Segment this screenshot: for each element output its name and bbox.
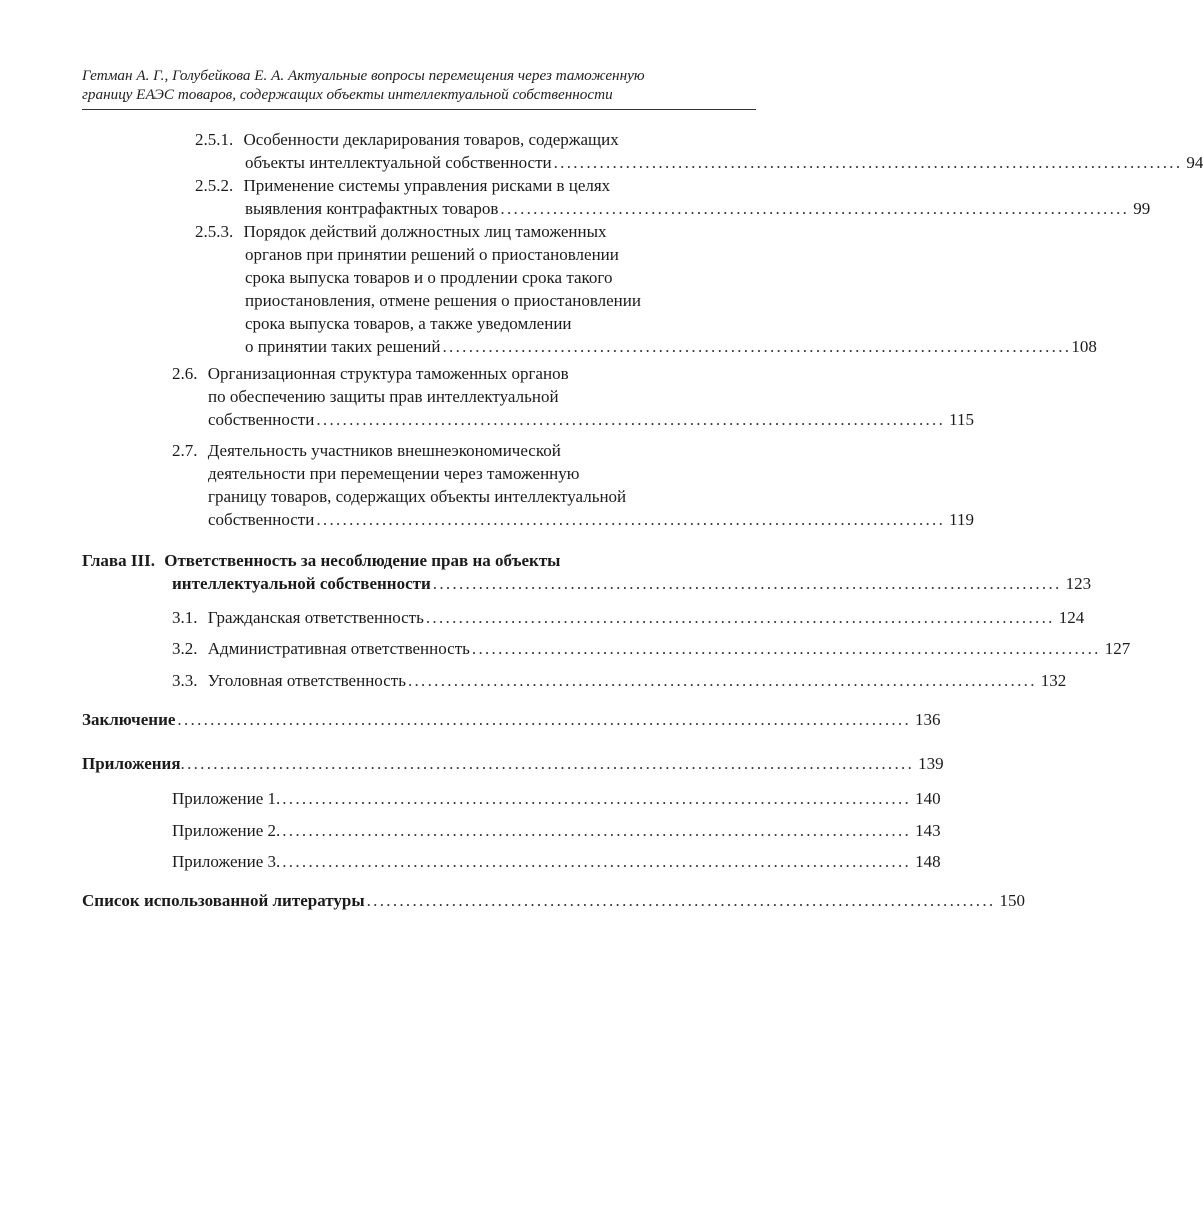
toc-entry-title-line: о принятии таких решений	[245, 337, 441, 356]
toc-entry-number: 2.7.	[172, 441, 198, 460]
running-header-line-1: Гетман А. Г., Голубейкова Е. А. Актуальные вопросы перемещения через таможенную	[82, 67, 645, 84]
toc-entry-title-line: Деятельность участников внешнеэкономической	[207, 441, 561, 460]
toc-entry-number: 3.3.	[172, 671, 198, 690]
dot-leader: ................................................................................................	[316, 510, 946, 529]
toc-entry-title-line: Применение системы управления рисками в целях	[243, 176, 611, 195]
toc-appendices[interactable]	[82, 752, 944, 775]
chapter-title-line: Ответственность за несоблюдение прав на объекты	[164, 551, 561, 570]
dot-leader: ................................................................................................	[407, 671, 1037, 690]
toc-entry-title: Приложение 1.	[172, 789, 281, 808]
chapter-title-line: интеллектуальной собственности	[172, 574, 431, 593]
toc-entry-title: Гражданская ответственность	[207, 608, 424, 627]
toc-page-number: 99	[1133, 199, 1151, 218]
running-header-line-2: границу ЕАЭС товаров, содержащих объекты интеллектуальной собственности	[82, 86, 613, 103]
toc-page-number: 94	[1186, 153, 1203, 172]
dot-leader: ................................................................................................	[282, 852, 912, 871]
toc-entry-number: 3.1.	[172, 608, 198, 627]
toc-entry-number: 2.5.2.	[195, 176, 234, 195]
dot-leader: ................................................................................................	[425, 608, 1055, 627]
toc-appendix-2[interactable]	[172, 819, 941, 842]
toc-page-number: 150	[999, 891, 1025, 910]
toc-entry-title: Уголовная ответственность	[207, 671, 406, 690]
toc-entry-title-line: органов при принятии решений о приостановлении	[245, 245, 619, 264]
toc-entry-title-line: деятельности при перемещении через таможенную	[208, 464, 580, 483]
toc-entry-title-line: собственности	[208, 410, 315, 429]
toc-entry-title: Приложение 2.	[172, 821, 281, 840]
toc-entry-title: Административная ответственность	[207, 639, 470, 658]
chapter-label: Глава III.	[82, 551, 155, 570]
toc-entry-title-line: Организационная структура таможенных органов	[207, 364, 569, 383]
dot-leader: ................................................................................................	[432, 574, 1062, 593]
toc-entry-number: 2.5.3.	[195, 222, 234, 241]
toc-entry-title-line: срока выпуска товаров и о продлении срока такого	[245, 268, 613, 287]
toc-entry-title-line: Особенности декларирования товаров, содержащих	[243, 130, 619, 149]
dot-leader: ................................................................................................	[282, 789, 912, 808]
toc-references[interactable]	[82, 889, 1025, 912]
toc-page-number: 140	[915, 789, 941, 808]
toc-section-title: Список использованной литературы	[82, 891, 365, 910]
toc-page-number: 136	[915, 710, 941, 729]
toc-entry-2-5-2[interactable]	[195, 174, 1151, 220]
toc-entry-title-line: срока выпуска товаров, а также уведомлении	[245, 314, 572, 333]
toc-entry-title-line: собственности	[208, 510, 315, 529]
toc-page-number: 108	[1071, 337, 1097, 356]
dot-leader: ................................................................................................	[500, 199, 1130, 218]
dot-leader: ................................................................................................	[282, 821, 912, 840]
toc-page-number: 148	[915, 852, 941, 871]
toc-page-number: 139	[918, 754, 944, 773]
running-header	[82, 66, 762, 104]
toc-page-number: 132	[1040, 671, 1067, 690]
toc-entry-2-7[interactable]	[172, 439, 975, 531]
toc-entry-2-5-1[interactable]	[195, 128, 1203, 174]
dot-leader: ................................................................................................	[442, 337, 1072, 356]
toc-appendix-3[interactable]	[172, 850, 941, 873]
toc-page-number: 119	[949, 510, 975, 529]
toc-entry-3-2[interactable]	[172, 637, 1131, 660]
dot-leader: ................................................................................................	[553, 153, 1183, 172]
toc-appendix-1[interactable]	[172, 787, 941, 810]
dot-leader: ................................................................................................................	[177, 710, 912, 729]
toc-section-title: Заключение	[82, 710, 176, 729]
toc-entry-title-line: по обеспечению защиты прав интеллектуальной	[208, 387, 559, 406]
toc-section-title: Приложения	[82, 754, 181, 773]
toc-entry-title-line: границу товаров, содержащих объекты интеллектуальной	[208, 487, 627, 506]
toc-entry-number: 2.5.1.	[195, 130, 234, 149]
toc-page-number: 143	[915, 821, 941, 840]
dot-leader: ................................................................................................	[366, 891, 996, 910]
dot-leader: ................................................................................................	[471, 639, 1101, 658]
toc-page-number: 115	[949, 410, 975, 429]
toc-entry-3-3[interactable]	[172, 669, 1067, 692]
toc-entry-number: 3.2.	[172, 639, 198, 658]
toc-page-number: 124	[1058, 608, 1085, 627]
toc-entry-3-1[interactable]	[172, 606, 1085, 629]
toc-chapter-3[interactable]	[82, 549, 1092, 595]
header-divider	[82, 109, 756, 110]
toc-entry-title-line: приостановления, отмене решения о приостановлении	[245, 291, 641, 310]
toc-entry-number: 2.6.	[172, 364, 198, 383]
toc-entry-2-6[interactable]	[172, 362, 975, 431]
dot-leader: ................................................................................................................	[180, 754, 915, 773]
toc-entry-title-line: Порядок действий должностных лиц таможенных	[243, 222, 607, 241]
toc-entry-title-line: объекты интеллектуальной собственности	[245, 153, 552, 172]
dot-leader: ................................................................................................	[316, 410, 946, 429]
toc-page-number: 123	[1065, 574, 1092, 593]
toc-entry-title: Приложение 3.	[172, 852, 281, 871]
toc-entry-title-line: выявления контрафактных товаров	[245, 199, 499, 218]
toc-entry-2-5-3[interactable]	[195, 220, 1097, 358]
toc-page-number: 127	[1104, 639, 1131, 658]
toc-conclusion[interactable]	[82, 708, 941, 731]
